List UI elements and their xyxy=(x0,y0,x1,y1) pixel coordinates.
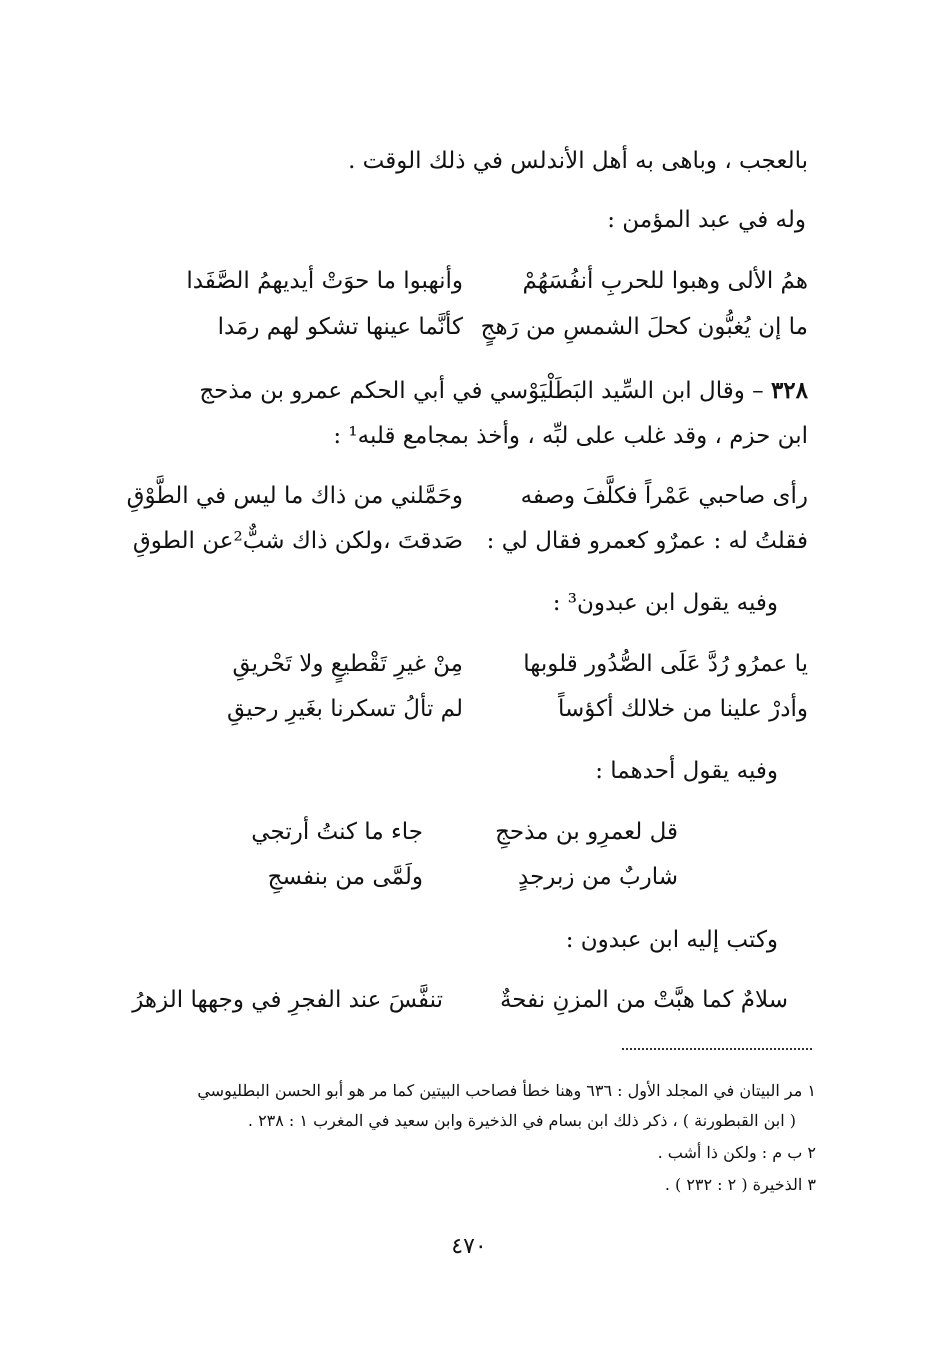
footnote-line: ( ابن القبطورنة ) ، ذكر ذلك ابن بسام في الذخيرة وابن سعيد في المغرب ١ : ٢٣٨ . xyxy=(247,1111,796,1130)
verse-second-hemistich: وأنهبوا ما حوَتْ أيديهمُ الصَّفَدا xyxy=(186,268,463,294)
footnote-line: ١ مر البيتان في المجلد الأول : ٦٣٦ وهنا خطأ فصاحب البيتين كما مر هو أبو الحسن البطليوسي xyxy=(197,1081,816,1100)
verse-second-hemistich: مِنْ غيرِ تَقْطيعٍ ولا تَحْريقِ xyxy=(232,651,463,677)
footnote-line: ٢ ب م : ولكن ذا أشب . xyxy=(657,1143,816,1162)
footnote-separator xyxy=(622,1048,812,1050)
verse-first-hemistich: فقلتُ له : عمرٌو كعمرو فقال لي : xyxy=(486,528,808,554)
verse-first-hemistich: همُ الألى وهبوا للحربِ أنفُسَهُمْ xyxy=(522,268,808,294)
page-number: ٤٧٠ xyxy=(451,1234,487,1259)
verse-second-hemistich: ولَمَّى من بنفسجِ xyxy=(267,864,423,890)
verse-second-hemistich: صَدقتَ ،ولكن ذاك شبٌّ²عن الطوقِ xyxy=(132,528,463,554)
intro-line: وفيه يقول أحدهما : xyxy=(595,758,778,784)
verse-first-hemistich: سلامٌ كما هبَّتْ من المزنِ نفحةٌ xyxy=(499,987,788,1013)
verse-first-hemistich: ما إن يُغبُّون كحلَ الشمسِ من رَهجٍ xyxy=(480,314,808,340)
section-text: – وقال ابن السِّيد البَطَلْيَوْسي في أبي الحكم عمرو بن مذحج xyxy=(199,378,764,404)
intro-line: وله في عبد المؤمن : xyxy=(607,207,806,233)
verse-first-hemistich: قل لعمرِو بن مذحجِ xyxy=(495,819,678,845)
verse-second-hemistich: جاء ما كنتُ أرتجي xyxy=(251,819,423,845)
verse-first-hemistich: شاربٌ من زبرجدٍ xyxy=(518,864,678,890)
section-line-continued: ابن حزم ، وقد غلب على لبِّه ، وأخذ بمجامع قلبه¹ : xyxy=(333,423,808,449)
text-line: بالعجب ، وباهى به أهل الأندلس في ذلك الوقت . xyxy=(348,148,808,174)
verse-second-hemistich: كأنَّما عينها تشكو لهم رمَدا xyxy=(217,314,463,340)
verse-second-hemistich: لم تألُ تسكرنا بغَيرِ رحيقِ xyxy=(227,696,463,722)
verse-second-hemistich: تنفَّسَ عند الفجرِ في وجهها الزهرُ xyxy=(132,987,443,1013)
intro-line: وكتب إليه ابن عبدون : xyxy=(565,927,778,953)
section-line xyxy=(199,376,808,406)
verse-first-hemistich: وأدرْ علينا من خلالك أكؤساً xyxy=(558,696,808,722)
section-number: ٣٢٨ xyxy=(770,377,808,404)
verse-first-hemistich: يا عمرُو رُدَّ عَلَى الصُّدُور قلوبها xyxy=(523,651,808,677)
intro-line: وفيه يقول ابن عبدون³ : xyxy=(552,590,778,616)
verse-first-hemistich: رأى صاحبي عَمْراً فكلَّفَ وصفه xyxy=(520,483,808,509)
verse-second-hemistich: وحَمَّلني من ذاك ما ليس في الطَّوْقِ xyxy=(126,483,463,509)
footnote-line: ٣ الذخيرة ( ٢ : ٢٣٢ ) . xyxy=(664,1175,816,1194)
